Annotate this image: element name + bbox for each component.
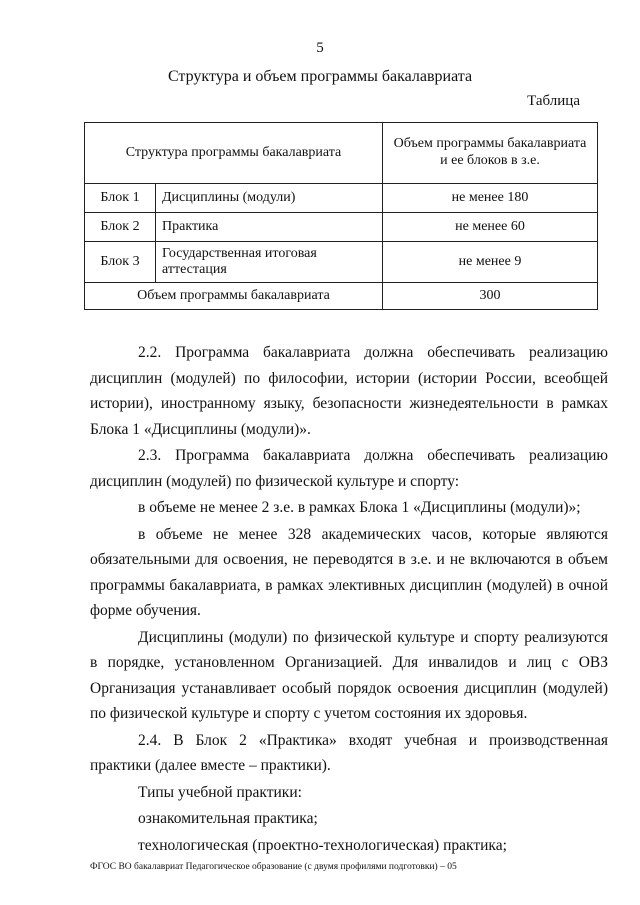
table-header-row <box>85 123 598 184</box>
table-row <box>85 242 598 283</box>
block-name: Дисциплины (модули) <box>156 184 383 213</box>
header-structure: Структура программы бакалавриата <box>85 123 383 184</box>
paragraph: технологическая (проектно-технологическая) практика; <box>138 836 507 854</box>
table-row <box>85 213 598 242</box>
body-text <box>90 340 608 859</box>
block-name: Государственная итоговая аттестация <box>156 242 383 283</box>
block-volume: не менее 9 <box>383 242 598 283</box>
block-code: Блок 3 <box>85 242 156 283</box>
section-title: Структура и объем программы бакалавриата <box>167 68 473 85</box>
block-code: Блок 2 <box>85 213 156 242</box>
footer: ФГОС ВО бакалавриат Педагогическое образование (с двумя профилями подготовки) – 05 <box>90 862 457 872</box>
table-label: Таблица <box>527 93 580 109</box>
block-name: Практика <box>156 213 383 242</box>
table-row <box>85 184 598 213</box>
table-total-row <box>85 283 598 310</box>
block-code: Блок 1 <box>85 184 156 213</box>
page-number: 5 <box>316 40 324 56</box>
total-label: Объем программы бакалавриата <box>85 283 383 310</box>
paragraph: 2.2. Программа бакалавриата должна обеспечивать реализацию дисциплин (модулей) по философии, истории (истории России, всеобщей истории), иностранному языку, безопасности жизнедеятельности в рамках Блока 1 «Дисциплины (модули)». <box>90 344 608 438</box>
paragraph: 2.3. Программа бакалавриата должна обеспечивать реализацию дисциплин (модулей) по физической культуре и спорту: <box>90 447 608 490</box>
paragraph: Типы учебной практики: <box>138 783 302 801</box>
paragraph: в объеме не менее 328 академических часов, которые являются обязательными для освоения, не переводятся в з.е. и не включаются в объем программы бакалавриата, в рамках элективных дисциплин (модулей) в очной форме обучения. <box>90 525 608 619</box>
block-volume: не менее 60 <box>383 213 598 242</box>
header-volume: Объем программы бакалавриата и ее блоков в з.е. <box>383 123 598 184</box>
block-volume: не менее 180 <box>383 184 598 213</box>
paragraph: 2.4. В Блок 2 «Практика» входят учебная и производственная практики (далее вместе – практики). <box>90 731 608 774</box>
paragraph: в объеме не менее 2 з.е. в рамках Блока 1 «Дисциплины (модули)»; <box>138 499 581 516</box>
total-value: 300 <box>383 283 598 310</box>
paragraph: ознакомительная практика; <box>138 810 318 827</box>
program-structure-table <box>84 122 598 310</box>
paragraph: Дисциплины (модули) по физической культуре и спорту реализуются в порядке, установленном Организацией. Для инвалидов и лиц с ОВЗ Организация устанавливает особый порядок освоения дисциплин (модулей) по физической культуре и спорту с учетом состояния их здоровья. <box>90 628 608 722</box>
